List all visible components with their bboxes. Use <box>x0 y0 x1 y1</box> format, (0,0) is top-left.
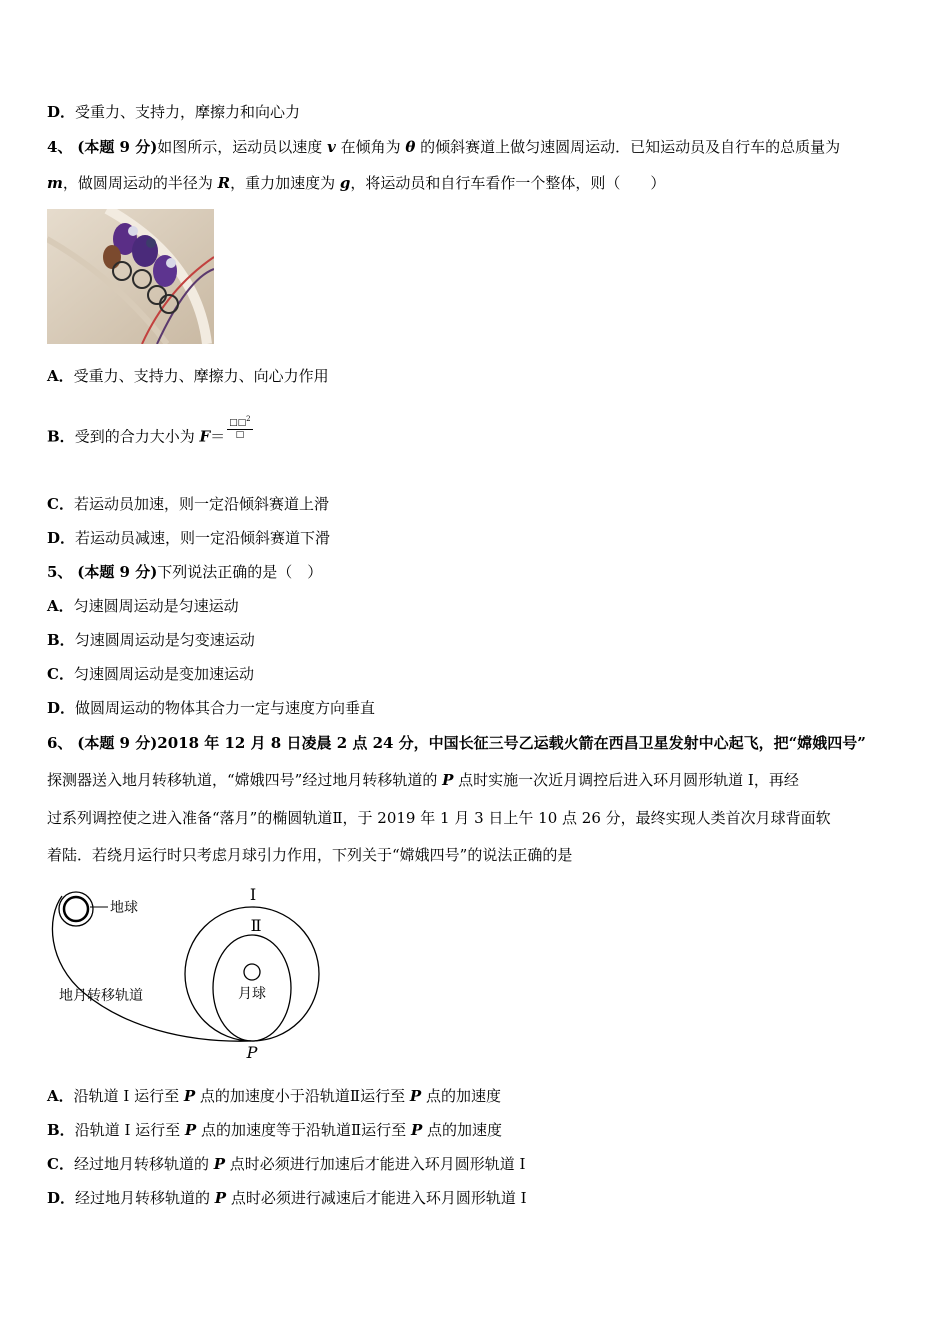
option-text: 受到的合力大小为 <box>74 427 200 446</box>
question-score: (本题 9 分) <box>77 563 158 581</box>
q6-option-a <box>47 1086 501 1106</box>
option-letter: A． <box>47 1087 74 1105</box>
option-text: 沿轨道 I 运行至 <box>73 1087 184 1105</box>
option-text: 点的加速度小于沿轨道Ⅱ运行至 <box>195 1087 410 1105</box>
stem-text: ，做圆周运动的半径为 <box>62 174 218 192</box>
var-p: P <box>409 1087 422 1105</box>
option-text: 点时必须进行加速后才能进入环月圆形轨道 I <box>225 1155 526 1173</box>
orbit-diagram <box>44 878 334 1063</box>
question-score: (本题 9 分) <box>77 734 158 752</box>
option-letter: B． <box>47 631 75 649</box>
var-m: m <box>47 174 63 192</box>
option-letter: A． <box>47 367 74 385</box>
q5-stem <box>47 562 322 582</box>
option-text: 点的加速度 <box>422 1121 502 1139</box>
earth-icon <box>64 897 88 921</box>
stem-text: 着陆．若绕月运行时只考虑月球引力作用，下列关于“嫦娥四号”的说法正确的是 <box>47 846 573 864</box>
stem-text: 探测器送入地月转移轨道，“嫦娥四号”经过地月转移轨道的 <box>47 771 443 789</box>
stem-text: 在倾角为 <box>335 138 406 156</box>
var-theta: θ <box>405 138 416 156</box>
q4-option-a <box>47 366 329 386</box>
stem-text: ，将运动员和自行车看作一个整体，则（ ） <box>350 174 666 192</box>
orbit-2-label: Ⅱ <box>250 916 262 935</box>
var-r: R <box>217 174 231 192</box>
option-text: 若运动员减速，则一定沿倾斜赛道下滑 <box>75 529 331 547</box>
option-letter: A． <box>47 597 74 615</box>
q4-option-d <box>47 528 330 548</box>
option-letter: B． <box>47 1121 75 1139</box>
earth-label: 地球 <box>110 900 138 916</box>
var-p: P <box>184 1121 197 1139</box>
option-text: 经过地月转移轨道的 <box>75 1189 215 1207</box>
q6-stem-line4 <box>47 845 572 865</box>
q5-option-b <box>47 630 255 650</box>
q5-option-c <box>47 664 254 684</box>
option-letter: C． <box>47 1155 74 1173</box>
numerator-text: □□ <box>229 418 247 428</box>
option-letter: D． <box>47 699 76 717</box>
option-letter: D． <box>47 103 76 121</box>
equals-sign: ＝ <box>210 427 226 446</box>
fraction-numerator <box>227 414 252 430</box>
q4-option-c <box>47 494 329 514</box>
orbit-1-label: I <box>249 885 257 904</box>
question-number: 6、 <box>47 734 73 752</box>
option-text: 匀速圆周运动是变加速运动 <box>73 665 254 683</box>
stem-text: 点时实施一次近月调控后进入环月圆形轨道 I，再经 <box>453 771 799 789</box>
option-text: 点的加速度等于沿轨道Ⅱ运行至 <box>196 1121 411 1139</box>
option-letter: D． <box>47 529 76 547</box>
formula-fraction <box>227 414 252 441</box>
q6-stem-line3 <box>47 808 831 828</box>
numerator-exponent: 2 <box>246 415 251 423</box>
var-p: P <box>410 1121 423 1139</box>
var-p: P <box>214 1189 227 1207</box>
option-text: 匀速圆周运动是匀变速运动 <box>74 631 255 649</box>
q3-option-d <box>47 102 300 122</box>
fraction-denominator: □ <box>235 430 245 440</box>
var-g: g <box>339 174 351 192</box>
q6-option-b <box>47 1120 502 1140</box>
option-text: 经过地月转移轨道的 <box>73 1155 214 1173</box>
option-text: 受重力、支持力，摩擦力和向心力 <box>75 103 301 121</box>
point-p-label: P <box>246 1043 258 1062</box>
q4-stem-line2 <box>47 173 665 193</box>
stem-text: ，重力加速度为 <box>230 174 340 192</box>
option-text: 受重力、支持力、摩擦力、向心力作用 <box>73 367 329 385</box>
q6-option-d <box>47 1188 527 1208</box>
stem-text: 下列说法正确的是（ ） <box>157 563 323 581</box>
cyclists-photo <box>47 209 214 344</box>
q6-stem-line2 <box>47 770 799 790</box>
option-letter: D． <box>47 1189 76 1207</box>
moon-label: 月球 <box>238 986 266 1002</box>
var-p: P <box>442 771 454 789</box>
question-score: (本题 9 分) <box>77 138 158 156</box>
q5-option-d <box>47 698 375 718</box>
stem-text: 过系列调控使之进入准备“落月”的椭圆轨道Ⅱ，于 2019 年 1 月 3 日上午 10 点 26 分，最终实现人类首次月球背面软 <box>47 809 831 827</box>
var-v: v <box>327 138 336 156</box>
option-letter: C． <box>47 665 74 683</box>
option-text: 点的加速度 <box>421 1087 501 1105</box>
var-f: F <box>199 427 211 446</box>
q4-stem-line1 <box>47 137 840 157</box>
var-p: P <box>213 1155 226 1173</box>
option-letter: C． <box>47 495 74 513</box>
var-p: P <box>183 1087 196 1105</box>
question-number: 5、 <box>47 563 73 581</box>
q4-option-b <box>47 415 253 451</box>
option-letter: B． <box>47 427 75 446</box>
q5-option-a <box>47 596 239 616</box>
question-number: 4、 <box>47 138 73 156</box>
option-text: 匀速圆周运动是匀速运动 <box>73 597 239 615</box>
stem-text: 的倾斜赛道上做匀速圆周运动．已知运动员及自行车的总质量为 <box>415 138 841 156</box>
option-text: 沿轨道 I 运行至 <box>74 1121 185 1139</box>
q6-option-c <box>47 1154 525 1174</box>
option-text: 若运动员加速，则一定沿倾斜赛道上滑 <box>73 495 329 513</box>
q6-stem-line1 <box>47 733 866 753</box>
option-text: 点时必须进行减速后才能进入环月圆形轨道 I <box>226 1189 527 1207</box>
stem-text: 如图所示，运动员以速度 <box>157 138 328 156</box>
stem-text: 2018 年 12 月 8 日凌晨 2 点 24 分，中国长征三号乙运载火箭在西昌卫星发射中心起飞，把“嫦娥四号” <box>157 734 866 752</box>
moon-icon <box>244 964 260 980</box>
transfer-orbit-label: 地月转移轨道 <box>59 988 143 1004</box>
option-text: 做圆周运动的物体其合力一定与速度方向垂直 <box>75 699 376 717</box>
